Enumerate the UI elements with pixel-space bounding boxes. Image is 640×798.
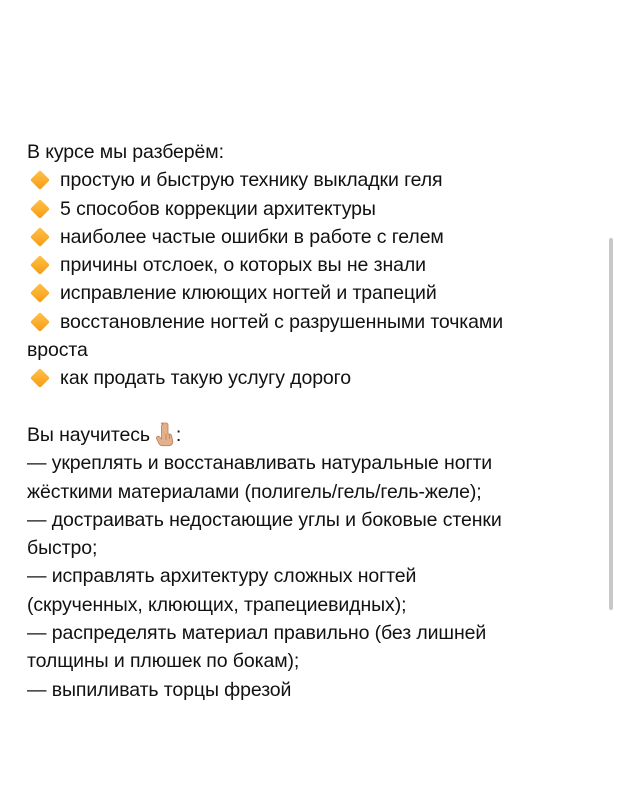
- topic-text: наиболее частые ошибки в работе с гелем: [60, 225, 444, 248]
- skill-line: (скрученных, клюющих, трапециевидных);: [27, 593, 407, 616]
- topic-item: [27, 223, 607, 251]
- topic-item: [27, 364, 607, 392]
- skill-line: — достраивать недостающие углы и боковые стенки: [27, 508, 502, 531]
- orange-diamond-icon: [30, 284, 50, 304]
- skill-line: — распределять материал правильно (без лишней: [27, 622, 487, 645]
- paragraph-gap: [27, 393, 607, 421]
- topic-item: [27, 166, 607, 194]
- orange-diamond-icon: [30, 255, 50, 275]
- skill-line: жёсткими материалами (полигель/гель/гель-желе);: [27, 480, 482, 503]
- skill-line: — укреплять и восстанавливать натуральные ногти: [27, 452, 493, 475]
- scrollbar[interactable]: [609, 238, 613, 610]
- topic-text: исправление клюющих ногтей и трапеций: [60, 282, 437, 305]
- skill-line: толщины и плюшек по бокам);: [27, 650, 300, 673]
- topic-continuation: вроста: [27, 339, 88, 362]
- topic-text: восстановление ногтей с разрушенными точками: [60, 310, 504, 333]
- course-text: [27, 138, 607, 704]
- orange-diamond-icon: [30, 312, 50, 332]
- topic-text: причины отслоек, о которых вы не знали: [60, 254, 426, 277]
- pointing-down-hand-icon: [154, 421, 176, 447]
- topic-text: как продать такую услугу дорого: [60, 367, 352, 390]
- course-heading: В курсе мы разберём:: [27, 141, 224, 163]
- learn-heading: Вы научитесь: [27, 423, 150, 446]
- orange-diamond-icon: [30, 227, 50, 247]
- topic-item: [27, 308, 607, 336]
- topic-item: [27, 279, 607, 307]
- topic-text: 5 способов коррекции архитектуры: [60, 197, 376, 220]
- orange-diamond-icon: [30, 170, 50, 190]
- topic-text: простую и быструю технику выкладки геля: [60, 169, 443, 192]
- topic-item: [27, 251, 607, 279]
- skill-line: — выпиливать торцы фрезой: [27, 678, 292, 701]
- orange-diamond-icon: [30, 368, 50, 388]
- learn-heading-line: [27, 421, 607, 449]
- skill-line: — исправлять архитектуру сложных ногтей: [27, 565, 417, 588]
- skill-line: быстро;: [27, 537, 98, 560]
- orange-diamond-icon: [30, 199, 50, 219]
- topic-item: [27, 195, 607, 223]
- learn-heading-colon: :: [175, 423, 182, 446]
